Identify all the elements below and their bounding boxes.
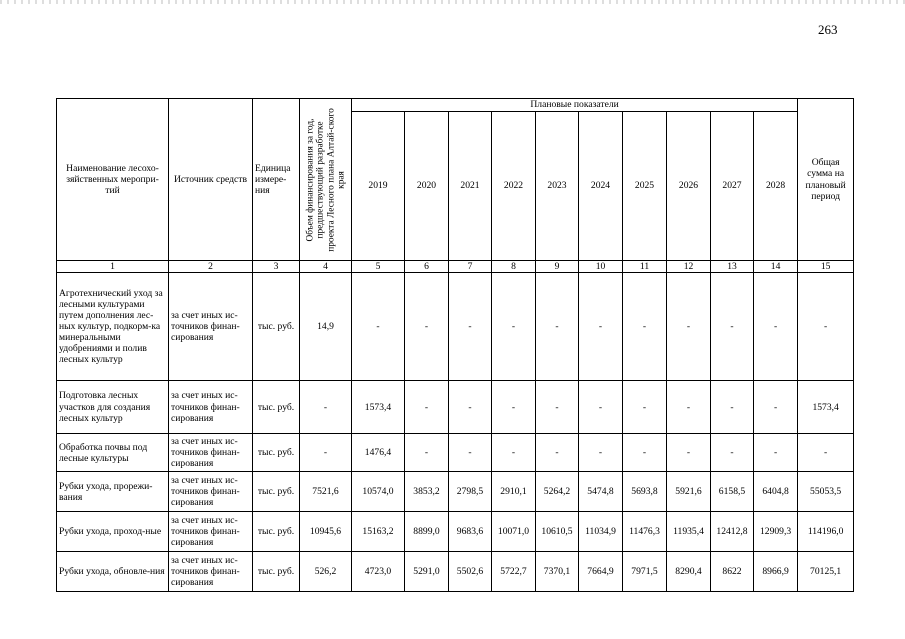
unit: тыс. руб. [253, 381, 300, 434]
year-value: - [536, 381, 579, 434]
year-value: 8899,0 [405, 512, 449, 552]
year-value: 7971,5 [623, 552, 667, 592]
header-volume-text: Объем финансирования за год, предшествующий разработке проекта Лесного плана Алтай-ского края [304, 107, 346, 252]
year-value: - [449, 273, 492, 381]
year-value: - [579, 381, 623, 434]
unit: тыс. руб. [253, 434, 300, 472]
year-value: 6158,5 [711, 472, 754, 512]
year-value: 5291,0 [405, 552, 449, 592]
activity-name: Рубки ухода, проход-ные [57, 512, 169, 552]
year-value: - [536, 434, 579, 472]
year-value: - [711, 273, 754, 381]
year-value: 12909,3 [754, 512, 798, 552]
prior-year-volume: 7521,6 [300, 472, 352, 512]
funding-source: за счет иных ис-точников финан-сирования [169, 381, 253, 434]
activity-name: Рубки ухода, прорежи-вания [57, 472, 169, 512]
header-year: 2026 [667, 112, 711, 261]
table-row [57, 273, 854, 381]
column-number: 14 [754, 261, 798, 273]
header-year: 2028 [754, 112, 798, 261]
page-number: 263 [818, 22, 838, 37]
header-volume [300, 99, 352, 261]
funding-source: за счет иных ис-точников финан-сирования [169, 552, 253, 592]
year-value: 12412,8 [711, 512, 754, 552]
year-value: 5502,6 [449, 552, 492, 592]
activity-name: Обработка почвы под лесные культуры [57, 434, 169, 472]
activity-name: Подготовка лесных участков для создания лесных культур [57, 381, 169, 434]
year-value: - [449, 434, 492, 472]
row-total: 1573,4 [798, 381, 854, 434]
column-number: 3 [253, 261, 300, 273]
row-total: 114196,0 [798, 512, 854, 552]
year-value: - [754, 273, 798, 381]
year-value: 5921,6 [667, 472, 711, 512]
year-value: 7664,9 [579, 552, 623, 592]
column-number: 6 [405, 261, 449, 273]
year-value: 5693,8 [623, 472, 667, 512]
row-total: - [798, 273, 854, 381]
header-year: 2023 [536, 112, 579, 261]
year-value: 6404,8 [754, 472, 798, 512]
unit: тыс. руб. [253, 512, 300, 552]
header-year: 2022 [492, 112, 536, 261]
year-value: 1573,4 [352, 381, 405, 434]
year-value: - [405, 381, 449, 434]
year-value: 15163,2 [352, 512, 405, 552]
column-number: 11 [623, 261, 667, 273]
table-row [57, 552, 854, 592]
year-value: - [405, 273, 449, 381]
year-value: 11034,9 [579, 512, 623, 552]
year-value: - [536, 273, 579, 381]
prior-year-volume: 526,2 [300, 552, 352, 592]
year-value: - [579, 434, 623, 472]
row-total: - [798, 434, 854, 472]
unit: тыс. руб. [253, 273, 300, 381]
year-value: 11935,4 [667, 512, 711, 552]
year-value: - [579, 273, 623, 381]
year-value: - [352, 273, 405, 381]
year-value: - [667, 381, 711, 434]
scan-edge-artifact [0, 0, 905, 4]
row-total: 55053,5 [798, 472, 854, 512]
column-number: 9 [536, 261, 579, 273]
year-value: 8622 [711, 552, 754, 592]
year-value: 3853,2 [405, 472, 449, 512]
year-value: - [623, 434, 667, 472]
header-planned-indicators: Плановые показатели [352, 99, 798, 112]
activity-name: Рубки ухода, обновле-ния [57, 552, 169, 592]
header-name: Наименование лесохо-зяйственных меропри-тий [57, 99, 169, 261]
column-number: 8 [492, 261, 536, 273]
header-year: 2020 [405, 112, 449, 261]
prior-year-volume: 14,9 [300, 273, 352, 381]
prior-year-volume: - [300, 434, 352, 472]
column-number: 2 [169, 261, 253, 273]
header-source: Источник средств [169, 99, 253, 261]
year-value: - [405, 434, 449, 472]
funding-source: за счет иных ис-точников финан-сирования [169, 434, 253, 472]
row-total: 70125,1 [798, 552, 854, 592]
year-value: - [623, 273, 667, 381]
header-year: 2024 [579, 112, 623, 261]
funding-source: за счет иных ис-точников финан-сирования [169, 512, 253, 552]
year-value: 5264,2 [536, 472, 579, 512]
header-total: Общая сумма на плановый период [798, 99, 854, 261]
year-value: - [492, 434, 536, 472]
year-value: 11476,3 [623, 512, 667, 552]
year-value: 9683,6 [449, 512, 492, 552]
year-value: 8966,9 [754, 552, 798, 592]
header-year: 2021 [449, 112, 492, 261]
column-number: 15 [798, 261, 854, 273]
forestry-plan-table [56, 98, 854, 592]
header-unit: Единица измере-ния [253, 99, 300, 261]
column-number: 7 [449, 261, 492, 273]
prior-year-volume: - [300, 381, 352, 434]
year-value: 10071,0 [492, 512, 536, 552]
header-year: 2019 [352, 112, 405, 261]
column-number: 1 [57, 261, 169, 273]
year-value: 4723,0 [352, 552, 405, 592]
year-value: - [667, 273, 711, 381]
year-value: - [449, 381, 492, 434]
column-number: 4 [300, 261, 352, 273]
year-value: 2798,5 [449, 472, 492, 512]
unit: тыс. руб. [253, 472, 300, 512]
year-value: - [754, 381, 798, 434]
year-value: 5474,8 [579, 472, 623, 512]
year-value: 1476,4 [352, 434, 405, 472]
header-year: 2027 [711, 112, 754, 261]
year-value: - [711, 434, 754, 472]
table-row [57, 512, 854, 552]
year-value: - [754, 434, 798, 472]
year-value: 8290,4 [667, 552, 711, 592]
table-row [57, 381, 854, 434]
column-number: 5 [352, 261, 405, 273]
year-value: - [492, 273, 536, 381]
column-number: 12 [667, 261, 711, 273]
unit: тыс. руб. [253, 552, 300, 592]
column-number: 10 [579, 261, 623, 273]
activity-name: Агротехнический уход за лесными культурами путем дополнения лес-ных культур, подкорм-ка минеральными удобрениями и полив лесных культур [57, 273, 169, 381]
header-year: 2025 [623, 112, 667, 261]
year-value: - [711, 381, 754, 434]
year-value: - [667, 434, 711, 472]
funding-source: за счет иных ис-точников финан-сирования [169, 273, 253, 381]
year-value: 10610,5 [536, 512, 579, 552]
table-row [57, 472, 854, 512]
year-value: 10574,0 [352, 472, 405, 512]
prior-year-volume: 10945,6 [300, 512, 352, 552]
year-value: - [623, 381, 667, 434]
year-value: 7370,1 [536, 552, 579, 592]
table-row [57, 434, 854, 472]
year-value: - [492, 381, 536, 434]
funding-source: за счет иных ис-точников финан-сирования [169, 472, 253, 512]
column-number: 13 [711, 261, 754, 273]
year-value: 2910,1 [492, 472, 536, 512]
year-value: 5722,7 [492, 552, 536, 592]
